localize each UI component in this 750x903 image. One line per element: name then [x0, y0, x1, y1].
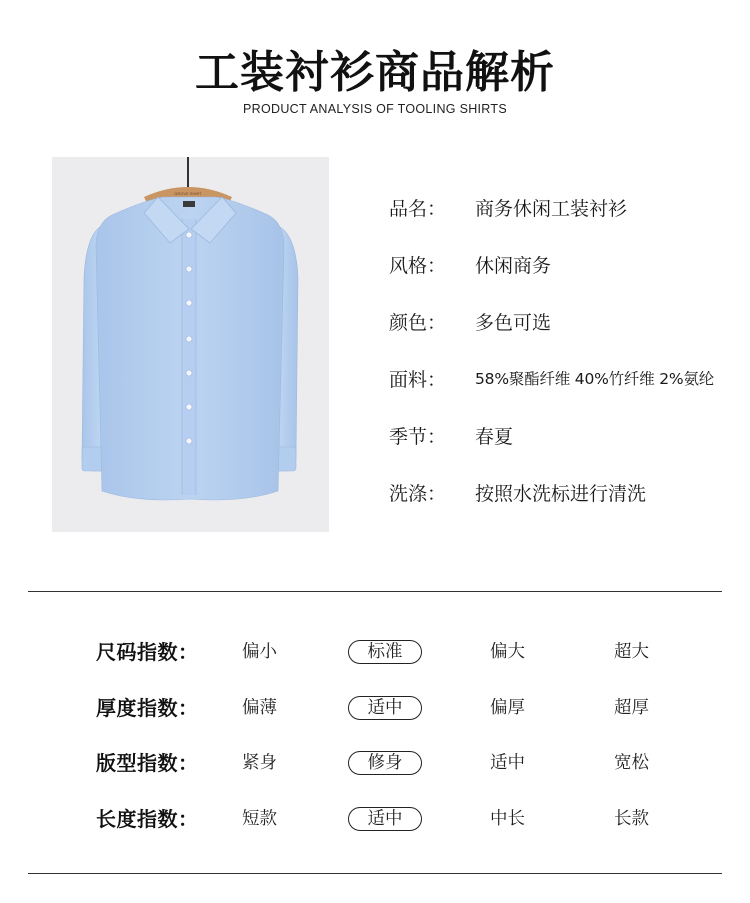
spec-label: 风格：: [389, 254, 447, 277]
page-title: 工装衬衫商品解析: [195, 47, 555, 98]
spec-value: 多色可选: [475, 311, 552, 334]
spec-value: 按照水洗标进行清洗: [475, 482, 647, 505]
index-option: 偏厚: [490, 698, 525, 718]
spec-row-color: [389, 304, 551, 338]
spec-row-season: [389, 418, 513, 452]
index-row-size: [96, 637, 726, 667]
spec-label: 颜色：: [389, 311, 447, 334]
spec-label: 季节：: [389, 425, 447, 448]
spec-value: 58%聚酯纤维 40%竹纤维 2%氨纶: [475, 370, 715, 388]
index-option: 偏薄: [242, 698, 277, 718]
spec-row-name: [389, 190, 627, 224]
index-label: 厚度指数：: [96, 696, 199, 720]
index-option: 长款: [614, 809, 649, 829]
index-option: 偏大: [490, 642, 525, 662]
index-row-thickness: [96, 693, 726, 723]
index-label: 版型指数：: [96, 751, 199, 775]
index-option-selected: 适中: [348, 807, 422, 831]
divider-bottom: [28, 873, 722, 874]
divider-top: [28, 591, 722, 592]
index-option: 紧身: [242, 753, 277, 773]
blue-dress-shirt-icon: [52, 157, 329, 532]
spec-label: 面料：: [389, 368, 447, 391]
index-option-selected: 适中: [348, 696, 422, 720]
index-option-selected: 标准: [348, 640, 422, 664]
index-option: 宽松: [614, 753, 649, 773]
spec-label: 洗涤：: [389, 482, 447, 505]
spec-value: 休闲商务: [475, 254, 552, 277]
spec-value: 商务休闲工装衬衫: [475, 197, 628, 220]
spec-row-washing: [389, 475, 646, 509]
index-option: 适中: [490, 753, 525, 773]
index-row-fit: [96, 748, 726, 778]
spec-row-style: [389, 247, 551, 281]
index-row-length: [96, 804, 726, 834]
index-label: 尺码指数：: [96, 640, 199, 664]
page-subtitle: PRODUCT ANALYSIS OF TOOLING SHIRTS: [243, 102, 507, 116]
index-option: 偏小: [242, 642, 277, 662]
spec-label: 品名：: [389, 197, 447, 220]
index-option: 超厚: [614, 698, 649, 718]
index-option: 超大: [614, 642, 649, 662]
hanger-tag-text: GROVE SHIRT: [174, 191, 202, 196]
product-photo: [52, 157, 329, 532]
index-option: 短款: [242, 809, 277, 829]
index-option-selected: 修身: [348, 751, 422, 775]
spec-value: 春夏: [475, 425, 514, 448]
index-option: 中长: [490, 809, 525, 829]
index-label: 长度指数：: [96, 807, 199, 831]
spec-row-fabric: [389, 361, 714, 395]
